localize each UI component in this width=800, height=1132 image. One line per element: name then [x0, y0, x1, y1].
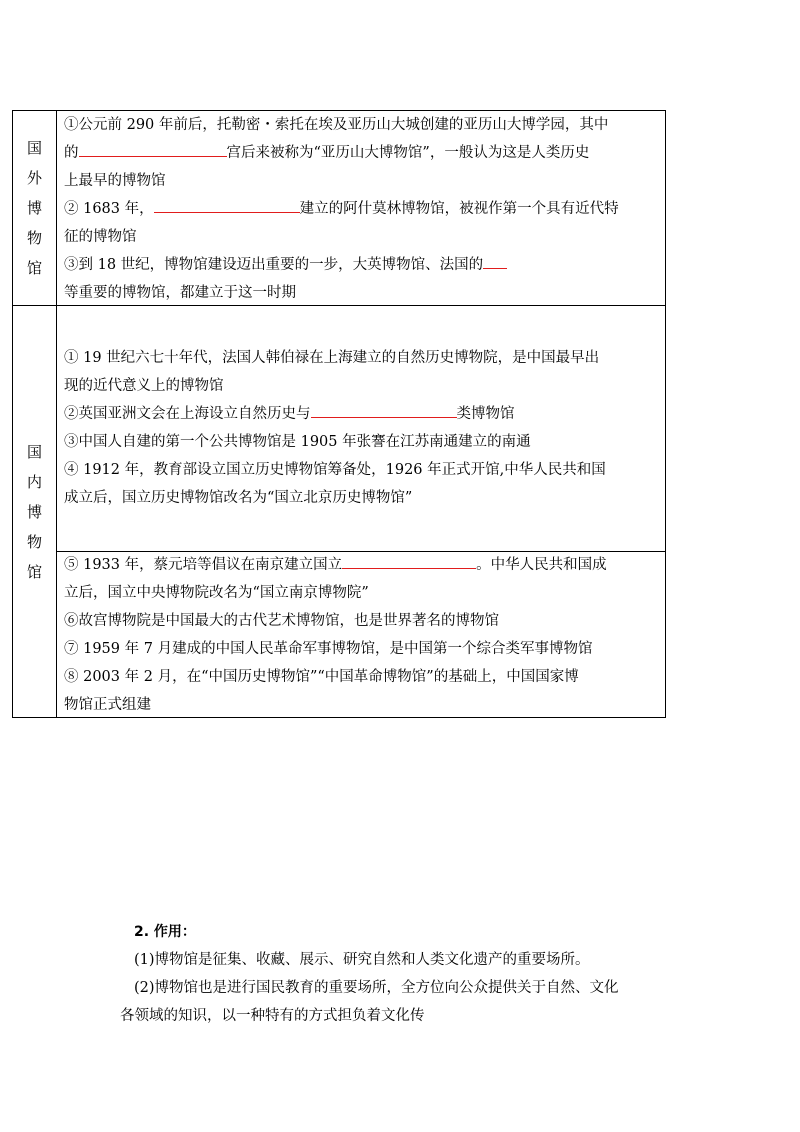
domestic-item-5-pre: ⑤ 1933 年，蔡元培等倡议在南京建立国立: [64, 557, 343, 573]
role-paragraph-2-line1: (2)博物馆也是进行国民教育的重要场所，全方位向公众提供关于自然、文化: [134, 980, 619, 996]
fill-blank: [154, 211, 300, 213]
fill-blank: [311, 416, 457, 418]
foreign-label: 国外博物馆: [27, 139, 43, 277]
foreign-item-2-line1: [64, 195, 657, 223]
domestic-item-5-line2: 立后，国立中央博物院改名为“国立南京博物院”: [64, 585, 369, 601]
domestic-item-4-line1: ④ 1912 年，教育部设立国立历史博物馆筹备处，1926 年正式开馆,中华人民共和国: [64, 462, 606, 478]
foreign-item-1-line3: 上最早的博物馆: [64, 173, 166, 189]
fill-blank: [342, 567, 476, 569]
domestic-item-2-pre: ②英国亚洲文会在上海设立自然历史与: [64, 406, 311, 422]
domestic-item-4-line2: 成立后，国立历史博物馆改名为“国立北京历史博物馆”: [64, 490, 413, 506]
domestic-lower-content: [64, 551, 657, 719]
museum-history-table: [12, 110, 666, 718]
domestic-label-cell: [13, 305, 56, 719]
fill-blank: [79, 155, 227, 157]
role-paragraph-2-line2: 各领域的知识，以一种特有的方式担负着文化传: [120, 1008, 425, 1024]
foreign-item-1-pre: 的: [64, 145, 79, 161]
domestic-item-7-line1: ⑦ 1959 年 7 月建成的中国人民革命军事博物馆，是中国第一个综合类军事博物馆: [64, 641, 593, 657]
domestic-item-1-line1: ① 19 世纪六七十年代，法国人韩伯禄在上海建立的自然历史博物院，是中国最早出: [64, 350, 600, 366]
domestic-label: 国内博物馆: [27, 443, 43, 581]
foreign-content: [64, 111, 657, 307]
foreign-item-3-line1: [64, 251, 657, 279]
domestic-item-2-line1: [64, 400, 657, 428]
role-paragraph-1: (1)博物馆是征集、收藏、展示、研究自然和人类文化遗产的重要场所。: [134, 952, 590, 968]
domestic-item-1-line2: 现的近代意义上的博物馆: [64, 378, 224, 394]
column-divider: [56, 111, 57, 717]
foreign-item-1-line2: [64, 139, 657, 167]
section-title: 2. 作用：: [134, 924, 196, 940]
domestic-item-8-line2: 物馆正式组建: [64, 697, 151, 713]
domestic-item-5-post: 。中华人民共和国成: [476, 557, 607, 573]
domestic-item-3-line1: ③中国人自建的第一个公共博物馆是 1905 年张謇在江苏南通建立的南通: [64, 434, 531, 450]
domestic-item-8-line1: ⑧ 2003 年 2 月，在“中国历史博物馆”“中国革命博物馆”的基础上，中国国家博: [64, 669, 579, 685]
foreign-item-1-post: 宫后来被称为“亚历山大博物馆”，一般认为这是人类历史: [226, 145, 590, 161]
domestic-item-2-post: 类博物馆: [456, 406, 515, 422]
foreign-item-3-pre: ③到 18 世纪，博物馆建设迈出重要的一步，大英博物馆、法国的: [64, 257, 484, 273]
foreign-label-cell: [13, 111, 56, 305]
fill-blank: [483, 267, 507, 269]
domestic-upper-content: [64, 344, 657, 512]
foreign-item-2-line2: 征的博物馆: [64, 229, 137, 245]
foreign-item-2-pre: ② 1683 年，: [64, 201, 154, 217]
foreign-item-3-line2: 等重要的博物馆，都建立于这一时期: [64, 285, 296, 301]
foreign-item-1-line1: ①公元前 290 年前后，托勒密・索托在埃及亚历山大城创建的亚历山大博学园，其中: [64, 117, 609, 133]
domestic-item-6-line1: ⑥故宫博物院是中国最大的古代艺术博物馆，也是世界著名的博物馆: [64, 613, 499, 629]
section-role: [120, 918, 680, 1030]
domestic-item-5-line1: [64, 551, 657, 579]
foreign-item-2-post: 建立的阿什莫林博物馆，被视作第一个具有近代特: [299, 201, 619, 217]
